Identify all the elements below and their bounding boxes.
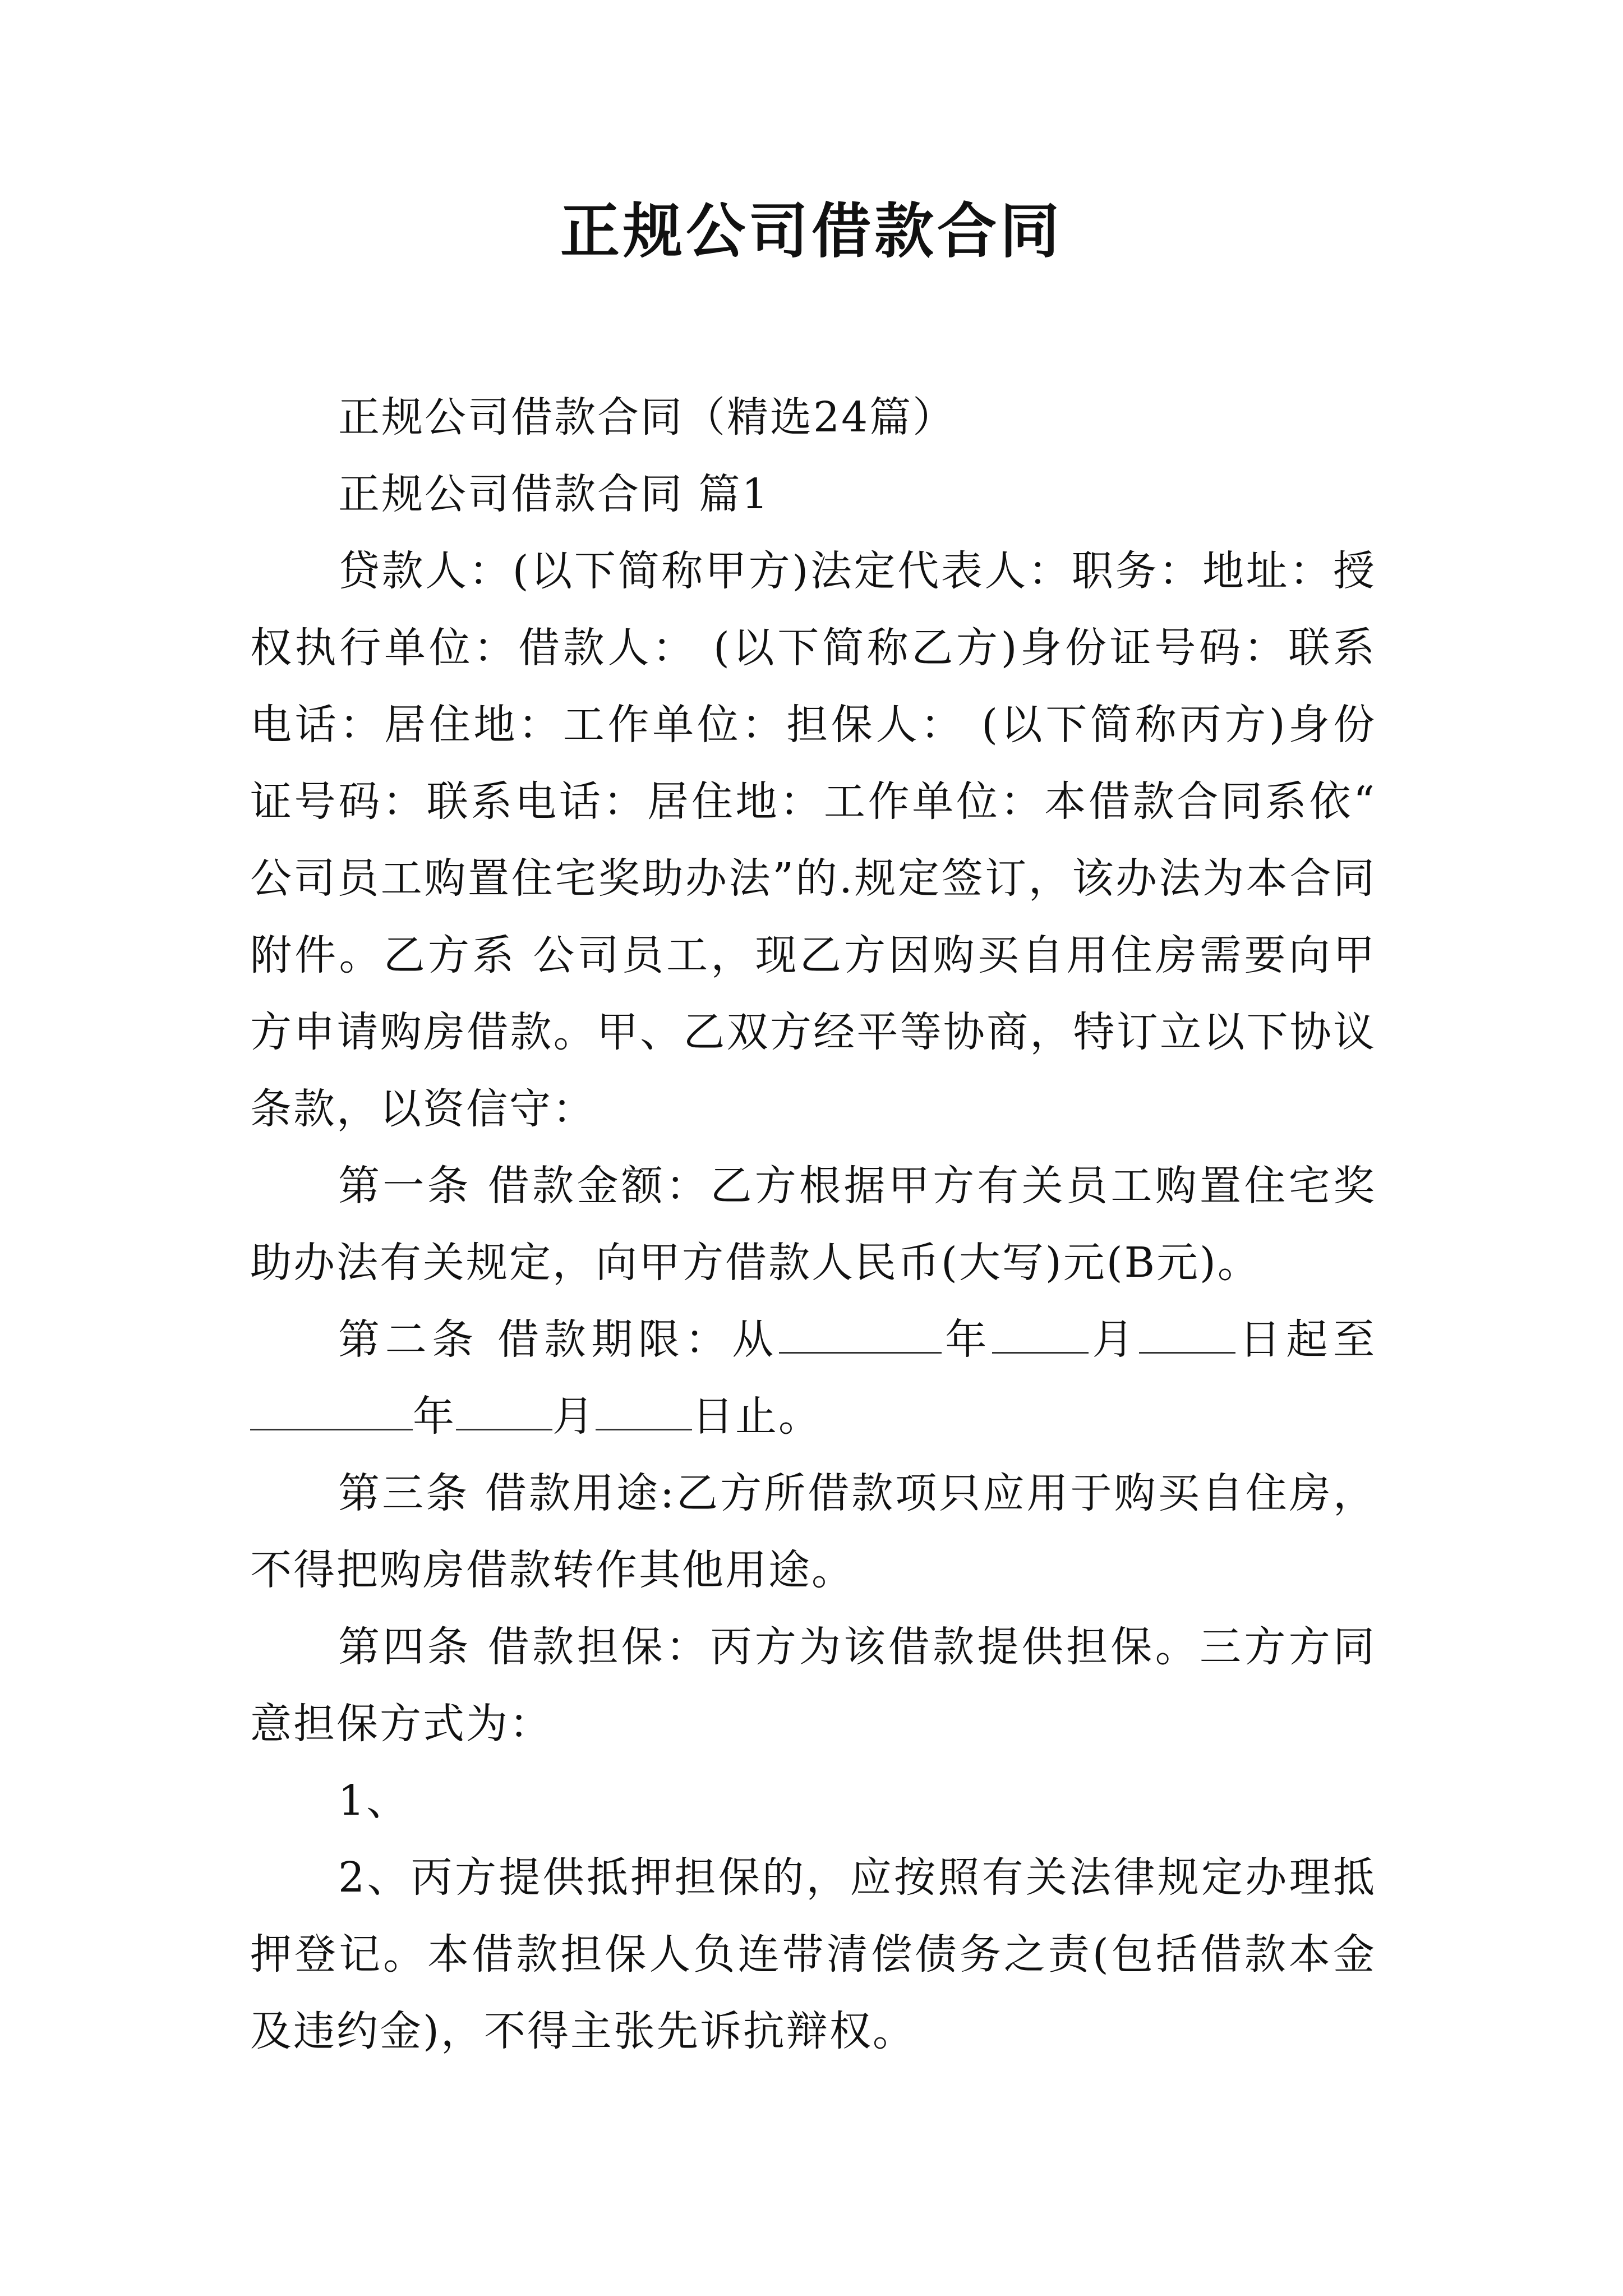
end-year-blank xyxy=(250,1394,413,1430)
start-day-blank xyxy=(1139,1317,1235,1354)
end-month-blank xyxy=(456,1394,552,1430)
guarantee-item-2: 2、丙方提供抵押担保的，应按照有关法律规定办理抵押登记。本借款担保人负连带清偿债务之责(包括借款本金及违约金)，不得主张先诉抗辩权。 xyxy=(250,1853,1376,2055)
document-title: 正规公司借款合同 xyxy=(560,196,1063,266)
end-year-label: 年 xyxy=(413,1392,456,1441)
article-2-lead: 第二条 借款期限：从 xyxy=(338,1315,779,1364)
end-month-label: 月 xyxy=(552,1392,596,1441)
article-2-paragraph xyxy=(250,1301,1376,1455)
parties-paragraph: 贷款人：(以下简称甲方)法定代表人：职务：地址：授权执行单位：借款人： (以下简称乙方)身份证号码：联系电话：居住地：工作单位：担保人： (以下简称丙方)身份证号码：联系电话：居住地：工作单位：本借款合同系依“ 公司员工购置住宅奖助办法”的.规定签订，该办法为本合同附件。乙方系 公司员工，现乙方因购买自用住房需要向甲方申请购房借款。甲、乙双方经平等协商，特订立以下协议条款，以资信守： xyxy=(250,547,1376,1133)
section-heading: 正规公司借款合同 篇1 xyxy=(338,470,770,518)
article-3-paragraph: 第三条 借款用途:乙方所借款项只应用于购买自住房，不得把购房借款转作其他用途。 xyxy=(250,1469,1376,1594)
start-day-label: 日起至 xyxy=(1235,1315,1377,1364)
subtitle-paragraph: 正规公司借款合同（精选24篇） xyxy=(338,393,956,441)
start-month-blank xyxy=(992,1317,1089,1354)
guarantee-item-1: 1、 xyxy=(338,1777,410,1825)
start-year-label: 年 xyxy=(941,1315,992,1364)
document-body xyxy=(250,379,1376,2070)
end-day-label: 日止。 xyxy=(692,1392,822,1441)
start-year-blank xyxy=(779,1317,942,1354)
article-1-paragraph: 第一条 借款金额：乙方根据甲方有关员工购置住宅奖助办法有关规定，向甲方借款人民币(大写)元(B元)。 xyxy=(250,1162,1376,1287)
article-4-paragraph: 第四条 借款担保：丙方为该借款提供担保。三方方同意担保方式为： xyxy=(250,1623,1376,1748)
start-month-label: 月 xyxy=(1088,1315,1140,1364)
end-day-blank xyxy=(596,1394,692,1430)
